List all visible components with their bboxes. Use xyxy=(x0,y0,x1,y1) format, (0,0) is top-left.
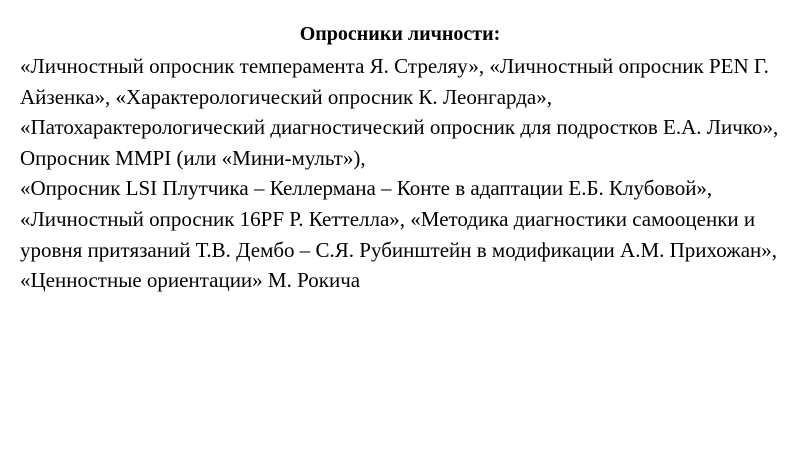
paragraph-16pf-and-methods: «Личностный опросник 16PF Р. Кеттелла», «Методика диагностики самооценки и уровня притязаний Т.В. Дембо – С.Я. Рубинштейн в модификации А.М. Прихожан», «Ценностные ориентации» М. Рокича xyxy=(20,206,778,293)
paragraph-lsi: «Опросник LSI Плутчика – Келлермана – Конте в адаптации Е.Б. Клубовой», xyxy=(20,176,713,201)
questionnaire-list xyxy=(20,51,780,296)
paragraph-personality-questionnaires: «Личностный опросник темперамента Я. Стреляу», «Личностный опросник PEN Г. Айзенка», «Характерологический опросник К. Леонгарда», «Патохарактерологический диагностический опросник для подростков Е.А. Личко», xyxy=(20,54,779,140)
slide-title: Опросники личности: xyxy=(299,23,501,45)
paragraph-mmpi: Опросник MMPI (или «Мини-мульт»), xyxy=(20,145,366,170)
